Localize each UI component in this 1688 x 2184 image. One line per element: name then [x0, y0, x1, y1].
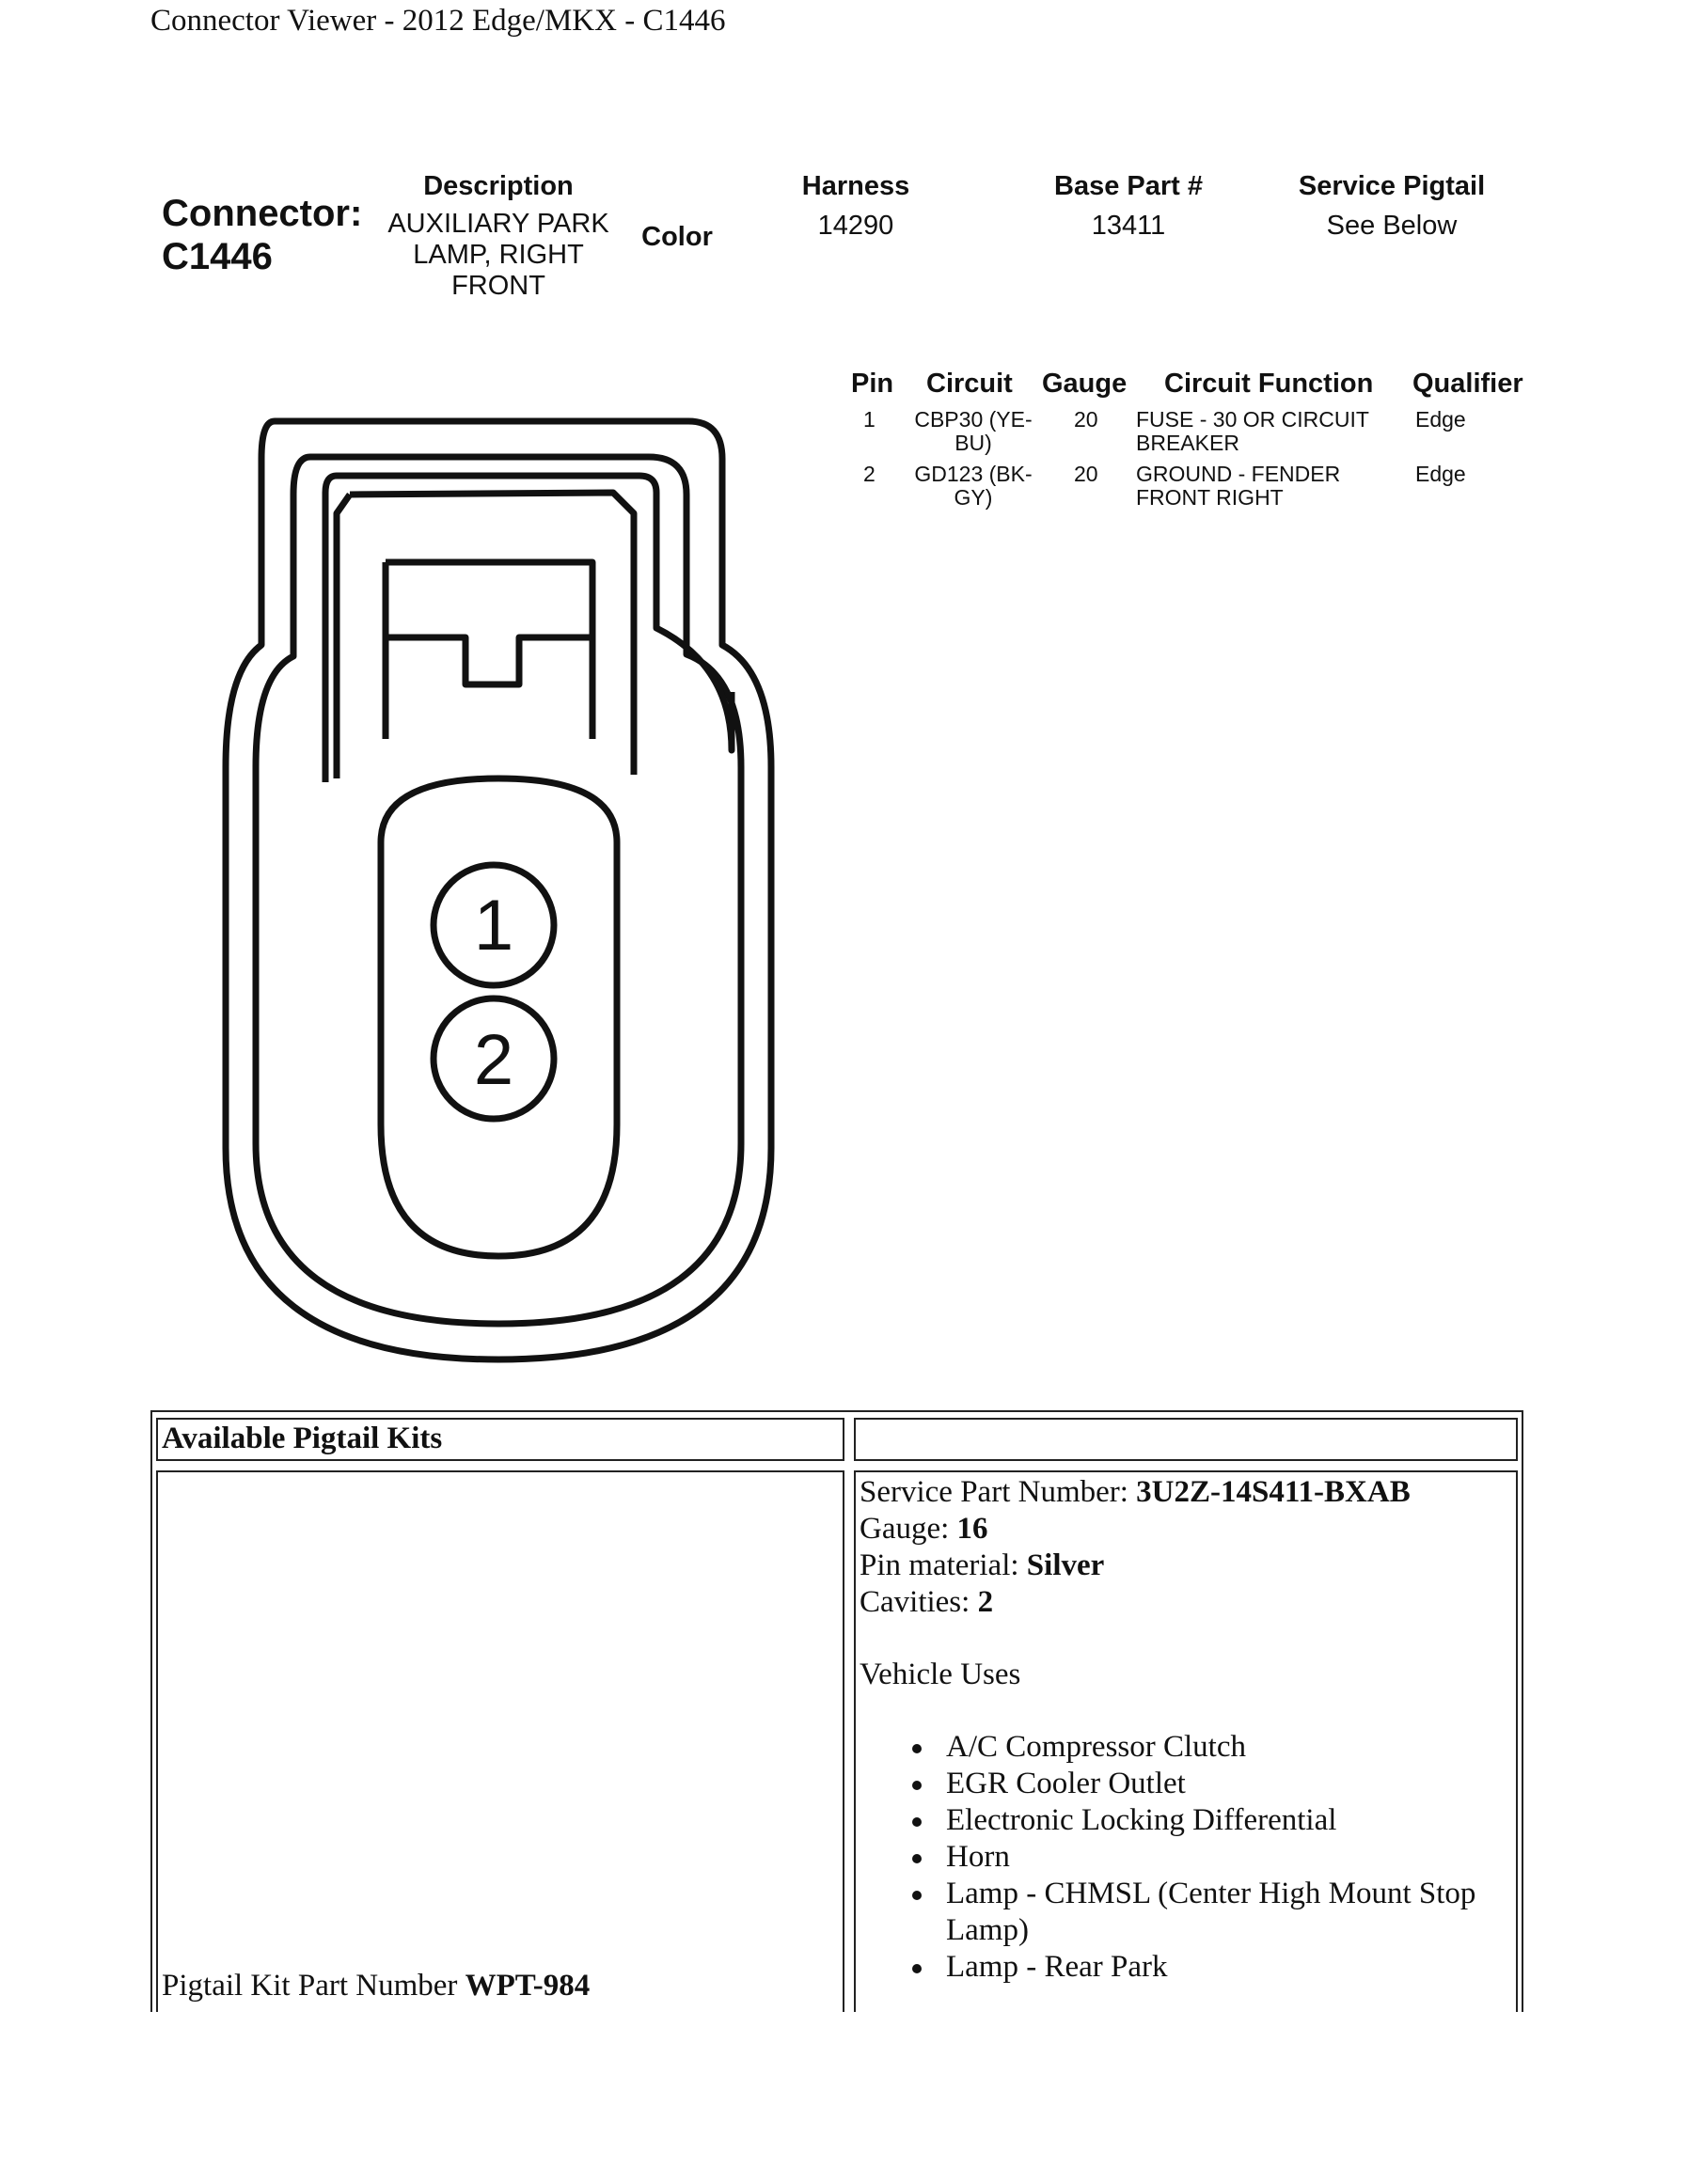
pigtail-kits-title-cell — [156, 1418, 844, 1461]
connector-label: Connector: — [162, 193, 363, 234]
gauge-label: Gauge: — [860, 1512, 950, 1546]
gauge-header: Gauge — [1042, 369, 1128, 399]
circuit-line: BU) — [954, 431, 992, 455]
circuit-cell — [903, 408, 1044, 455]
connector-latch-key — [386, 637, 592, 684]
circuit-header: Circuit — [926, 369, 1013, 399]
pin-material-label: Pin material: — [860, 1548, 1019, 1582]
connector-face-diagram — [188, 410, 790, 1369]
pin-header: Pin — [851, 369, 894, 399]
qualifier-header: Qualifier — [1412, 369, 1523, 399]
cavities-value: 2 — [977, 1585, 994, 1619]
service-pigtail-value: See Below — [1326, 211, 1458, 241]
vehicle-use-item: A/C Compressor Clutch — [912, 1729, 1476, 1766]
vehicle-uses-list — [912, 1729, 1476, 1986]
connector-latch-window — [386, 562, 592, 739]
qualifier-cell: Edge — [1415, 462, 1466, 486]
pigtail-spec-cell — [854, 1470, 1518, 2012]
connector-id: C1446 — [162, 236, 273, 277]
vehicle-use-item: Lamp - CHMSL (Center High Mount Stop Lamp) — [912, 1876, 1476, 1949]
function-line: FUSE - 30 OR CIRCUIT — [1136, 407, 1369, 432]
vehicle-use-item: Horn — [912, 1839, 1476, 1876]
description-line: LAMP, RIGHT — [413, 240, 584, 270]
pin-number: 1 — [863, 407, 876, 432]
kit-part-value: WPT-984 — [465, 1969, 591, 2003]
qualifier-cell: Edge — [1415, 407, 1466, 432]
circuit-cell — [903, 463, 1044, 510]
service-part-value: 3U2Z-14S411-BXAB — [1136, 1475, 1411, 1509]
kit-part-label: Pigtail Kit Part Number — [162, 1969, 458, 2003]
function-line: GROUND - FENDER — [1136, 462, 1341, 486]
pigtail-spec-list — [860, 1474, 1508, 1986]
circuit-function-cell — [1136, 463, 1340, 510]
circuit-line: CBP30 (YE- — [914, 407, 1033, 432]
function-line: BREAKER — [1136, 431, 1239, 455]
vehicle-use-item: Electronic Locking Differential — [912, 1802, 1476, 1839]
pin-material — [860, 1548, 1508, 1584]
service-pigtail-header: Service Pigtail — [1298, 171, 1486, 201]
description-line: AUXILIARY PARK — [387, 209, 609, 239]
description-value — [357, 209, 639, 302]
pigtail-kit-cell — [156, 1470, 844, 2012]
harness-header: Harness — [801, 171, 910, 201]
pin-2-label: 2 — [473, 1020, 514, 1100]
service-part-number — [860, 1474, 1508, 1511]
harness-value: 14290 — [817, 211, 894, 241]
vehicle-uses-title: Vehicle Uses — [860, 1658, 1021, 1691]
circuit-function-cell — [1136, 408, 1369, 455]
gauge-value: 16 — [956, 1512, 988, 1546]
pigtail-empty-header-cell — [854, 1418, 1518, 1461]
connector-heading — [162, 192, 362, 278]
circuit-function-header: Circuit Function — [1164, 369, 1374, 399]
color-header: Color — [641, 222, 713, 252]
vehicle-use-item: Lamp - Rear Park — [912, 1949, 1476, 1986]
base-part-header: Base Part # — [1054, 171, 1203, 201]
cavities-label: Cavities: — [860, 1585, 970, 1619]
pin-material-value: Silver — [1026, 1548, 1105, 1582]
cavities — [860, 1584, 1508, 1621]
function-line: FRONT RIGHT — [1136, 485, 1284, 510]
connector-pin-cavity — [381, 778, 617, 1256]
pigtail-gauge — [860, 1511, 1508, 1548]
description-header: Description — [423, 171, 574, 201]
pin-1-label: 1 — [473, 886, 514, 966]
description-line: FRONT — [451, 271, 545, 301]
circuit-line: GD123 (BK- — [914, 462, 1033, 486]
pigtail-kits-title: Available Pigtail Kits — [162, 1422, 443, 1455]
gauge-cell: 20 — [1074, 462, 1098, 486]
base-part-value: 13411 — [1091, 211, 1166, 241]
gauge-cell: 20 — [1074, 407, 1098, 432]
pin-number: 2 — [863, 462, 876, 486]
circuit-line: GY) — [954, 485, 993, 510]
vehicle-use-item: EGR Cooler Outlet — [912, 1766, 1476, 1802]
service-part-label: Service Part Number: — [860, 1475, 1128, 1509]
page-title: Connector Viewer - 2012 Edge/MKX - C1446 — [150, 4, 726, 38]
pigtail-kit-part-number — [162, 1968, 590, 2004]
